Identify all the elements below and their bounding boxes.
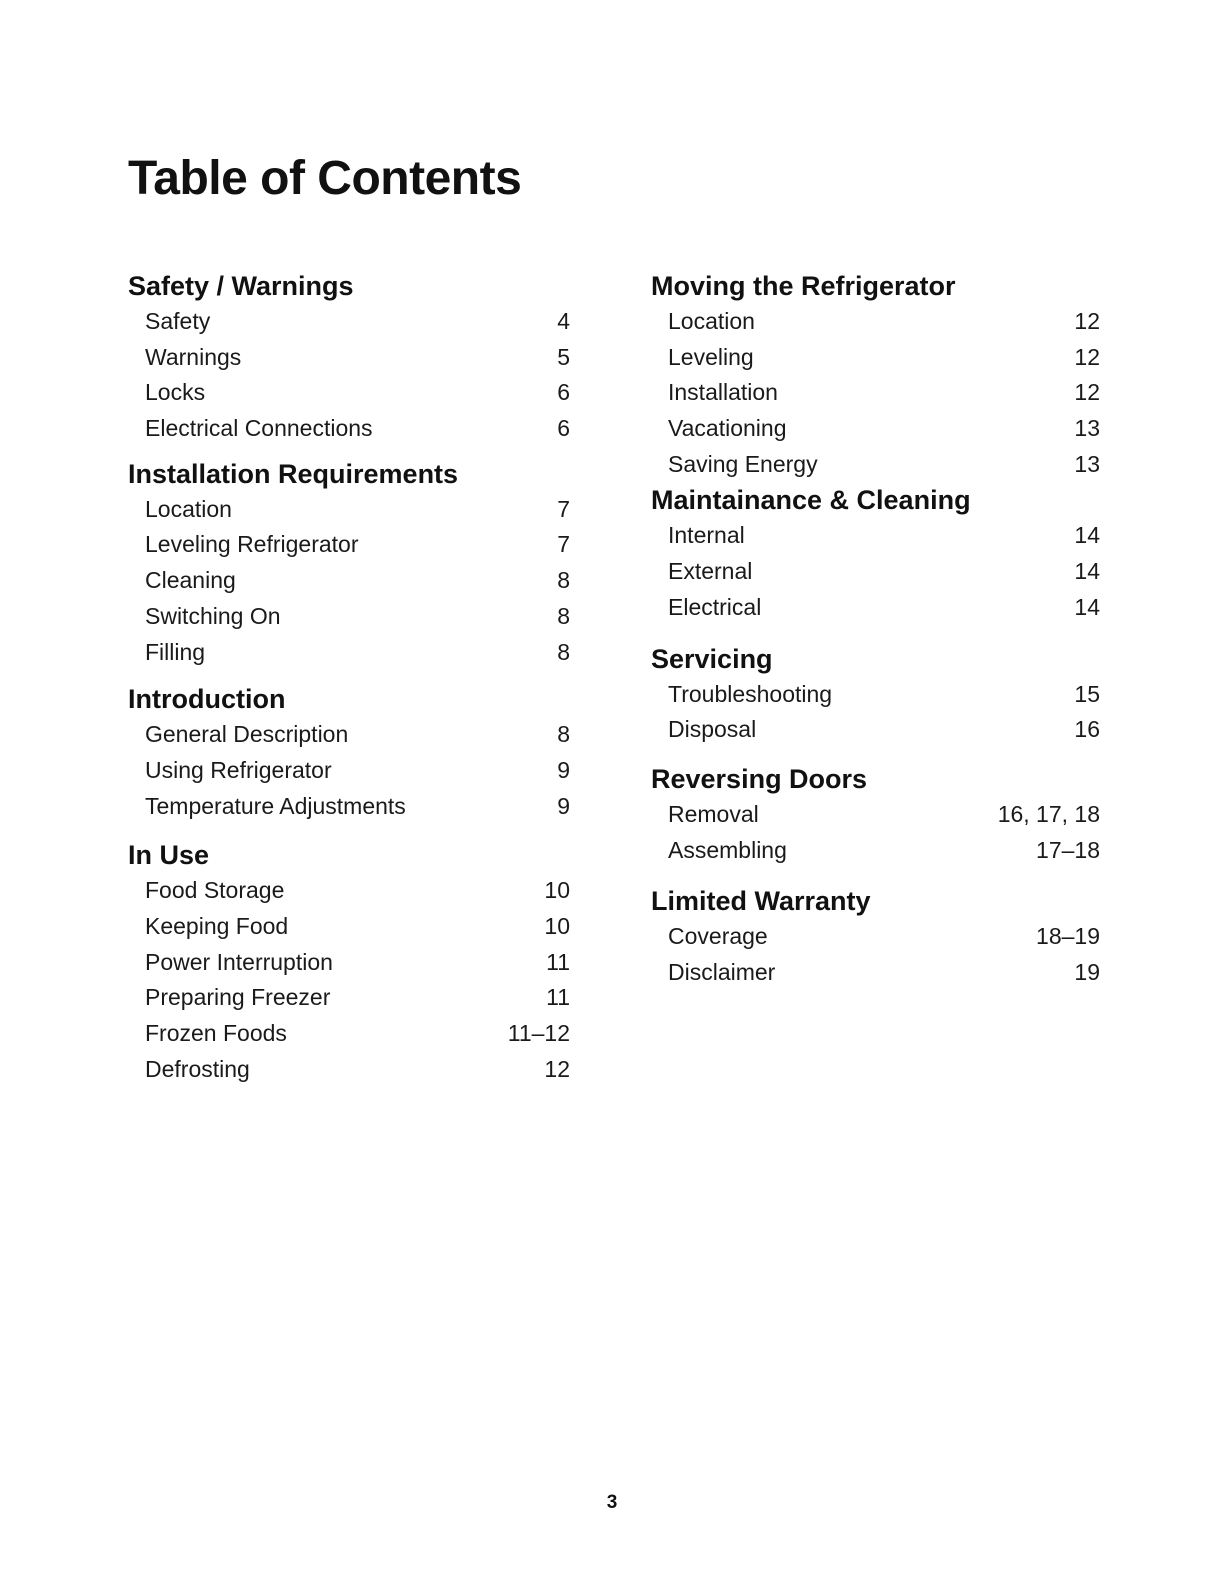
entry-label: Keeping Food (145, 912, 289, 939)
section-heading: Maintainance & Cleaning (651, 485, 971, 516)
entry-label: Preparing Freezer (145, 984, 331, 1011)
toc-entry[interactable] (128, 945, 570, 981)
toc-section (651, 268, 1100, 482)
entry-label: Disclaimer (668, 958, 776, 985)
entry-label: Locks (145, 379, 206, 406)
entry-page-number: 5 (557, 343, 570, 370)
entry-page-number: 12 (1074, 343, 1100, 370)
toc-entry[interactable] (651, 955, 1100, 991)
entry-page-number: 15 (1074, 680, 1100, 707)
toc-entry[interactable] (128, 717, 570, 753)
toc-entry[interactable] (651, 411, 1100, 447)
entry-label: Disposal (668, 716, 757, 743)
entry-page-number: 7 (557, 531, 570, 558)
toc-section (128, 837, 570, 1087)
entry-page-number: 11 (546, 948, 570, 975)
toc-entry[interactable] (651, 919, 1100, 955)
toc-entry[interactable] (128, 753, 570, 789)
section-heading: Moving the Refrigerator (651, 271, 956, 301)
section-heading: Introduction (128, 684, 286, 715)
entry-label: Vacationing (668, 415, 787, 442)
entry-label: Temperature Adjustments (145, 792, 406, 819)
entry-label: Using Refrigerator (145, 756, 332, 783)
toc-entry[interactable] (128, 909, 570, 945)
entry-page-number: 8 (557, 721, 570, 748)
toc-section (128, 681, 570, 824)
entry-page-number: 12 (544, 1055, 570, 1082)
entry-page-number: 10 (544, 877, 570, 904)
toc-entry[interactable] (128, 411, 570, 447)
toc-entry[interactable] (651, 304, 1100, 340)
toc-section (128, 456, 570, 670)
entry-page-number: 10 (544, 912, 570, 939)
entry-page-number: 14 (1074, 522, 1100, 549)
toc-entry[interactable] (128, 563, 570, 599)
toc-entry[interactable] (128, 599, 570, 635)
toc-entry[interactable] (128, 492, 570, 528)
entry-page-number: 8 (557, 602, 570, 629)
toc-section (651, 761, 1100, 868)
entry-page-number: 16 (1074, 716, 1100, 743)
entry-page-number: 8 (557, 567, 570, 594)
toc-entry[interactable] (651, 375, 1100, 411)
entry-page-number: 6 (557, 379, 570, 406)
entry-page-number: 12 (1074, 379, 1100, 406)
entry-label: Leveling Refrigerator (145, 531, 359, 558)
entry-label: General Description (145, 721, 349, 748)
entry-label: Switching On (145, 602, 281, 629)
toc-entry[interactable] (651, 554, 1100, 590)
toc-entry[interactable] (651, 797, 1100, 833)
entry-page-number: 19 (1074, 958, 1100, 985)
entry-page-number: 12 (1074, 308, 1100, 334)
toc-entry[interactable] (128, 1016, 570, 1052)
entry-label: Location (145, 495, 232, 522)
section-heading: Servicing (651, 643, 773, 674)
entry-label: Food Storage (145, 877, 285, 904)
toc-entry[interactable] (651, 833, 1100, 869)
toc-section (128, 268, 570, 447)
entry-label: Electrical Connections (145, 415, 373, 442)
toc-entry[interactable] (128, 635, 570, 671)
toc-section (651, 641, 1100, 748)
toc-section (651, 482, 1100, 625)
entry-page-number: 18–19 (1036, 923, 1100, 950)
entry-label: Electrical (668, 593, 762, 620)
entry-label: Troubleshooting (668, 680, 833, 707)
entry-label: Installation (668, 379, 778, 406)
entry-page-number: 11 (546, 984, 570, 1011)
toc-entry[interactable] (128, 375, 570, 411)
entry-label: Power Interruption (145, 948, 333, 975)
entry-page-number: 16, 17, 18 (997, 800, 1100, 827)
toc-entry[interactable] (128, 304, 570, 340)
entry-page-number: 9 (557, 792, 570, 819)
entry-label: Defrosting (145, 1055, 250, 1082)
toc-entry[interactable] (651, 712, 1100, 748)
toc-column-right (651, 268, 1100, 991)
entry-page-number: 17–18 (1036, 836, 1100, 863)
toc-entry[interactable] (651, 518, 1100, 554)
toc-entry[interactable] (128, 340, 570, 376)
toc-entry[interactable] (651, 340, 1100, 376)
toc-entry[interactable] (128, 789, 570, 825)
entry-page-number: 4 (557, 308, 570, 334)
entry-page-number: 6 (557, 415, 570, 442)
toc-entry[interactable] (128, 980, 570, 1016)
entry-label: Cleaning (145, 567, 236, 594)
entry-label: Safety (145, 308, 211, 334)
entry-label: Frozen Foods (145, 1020, 287, 1046)
section-heading: Reversing Doors (651, 763, 868, 794)
toc-column-left (128, 268, 570, 1087)
entry-label: Filling (145, 638, 206, 665)
section-heading: Safety / Warnings (128, 271, 354, 301)
entry-page-number: 7 (557, 495, 570, 522)
entry-page-number: 8 (557, 638, 570, 665)
section-heading: Installation Requirements (128, 458, 459, 489)
entry-page-number: 13 (1074, 450, 1100, 477)
entry-label: Coverage (668, 923, 768, 950)
entry-label: External (668, 558, 753, 585)
toc-entry[interactable] (128, 873, 570, 909)
page-title: Table of Contents (128, 152, 522, 205)
entry-page-number: 13 (1074, 415, 1100, 442)
toc-entry[interactable] (128, 527, 570, 563)
entry-label: Saving Energy (668, 450, 818, 477)
entry-page-number: 9 (557, 756, 570, 783)
section-heading: Limited Warranty (651, 886, 871, 917)
entry-page-number: 11–12 (507, 1020, 570, 1046)
entry-label: Location (668, 308, 755, 334)
entry-label: Leveling (668, 343, 754, 370)
toc-entry[interactable] (651, 590, 1100, 626)
entry-label: Internal (668, 522, 745, 549)
entry-label: Warnings (145, 343, 242, 370)
entry-page-number: 14 (1074, 558, 1100, 585)
entry-label: Assembling (668, 836, 787, 863)
section-heading: In Use (128, 840, 210, 871)
toc-entry[interactable] (651, 677, 1100, 713)
toc-entry[interactable] (651, 447, 1100, 483)
toc-section (651, 883, 1100, 990)
entry-page-number: 14 (1074, 593, 1100, 620)
page-number: 3 (606, 1492, 618, 1513)
entry-label: Removal (668, 800, 759, 827)
toc-entry[interactable] (128, 1052, 570, 1088)
